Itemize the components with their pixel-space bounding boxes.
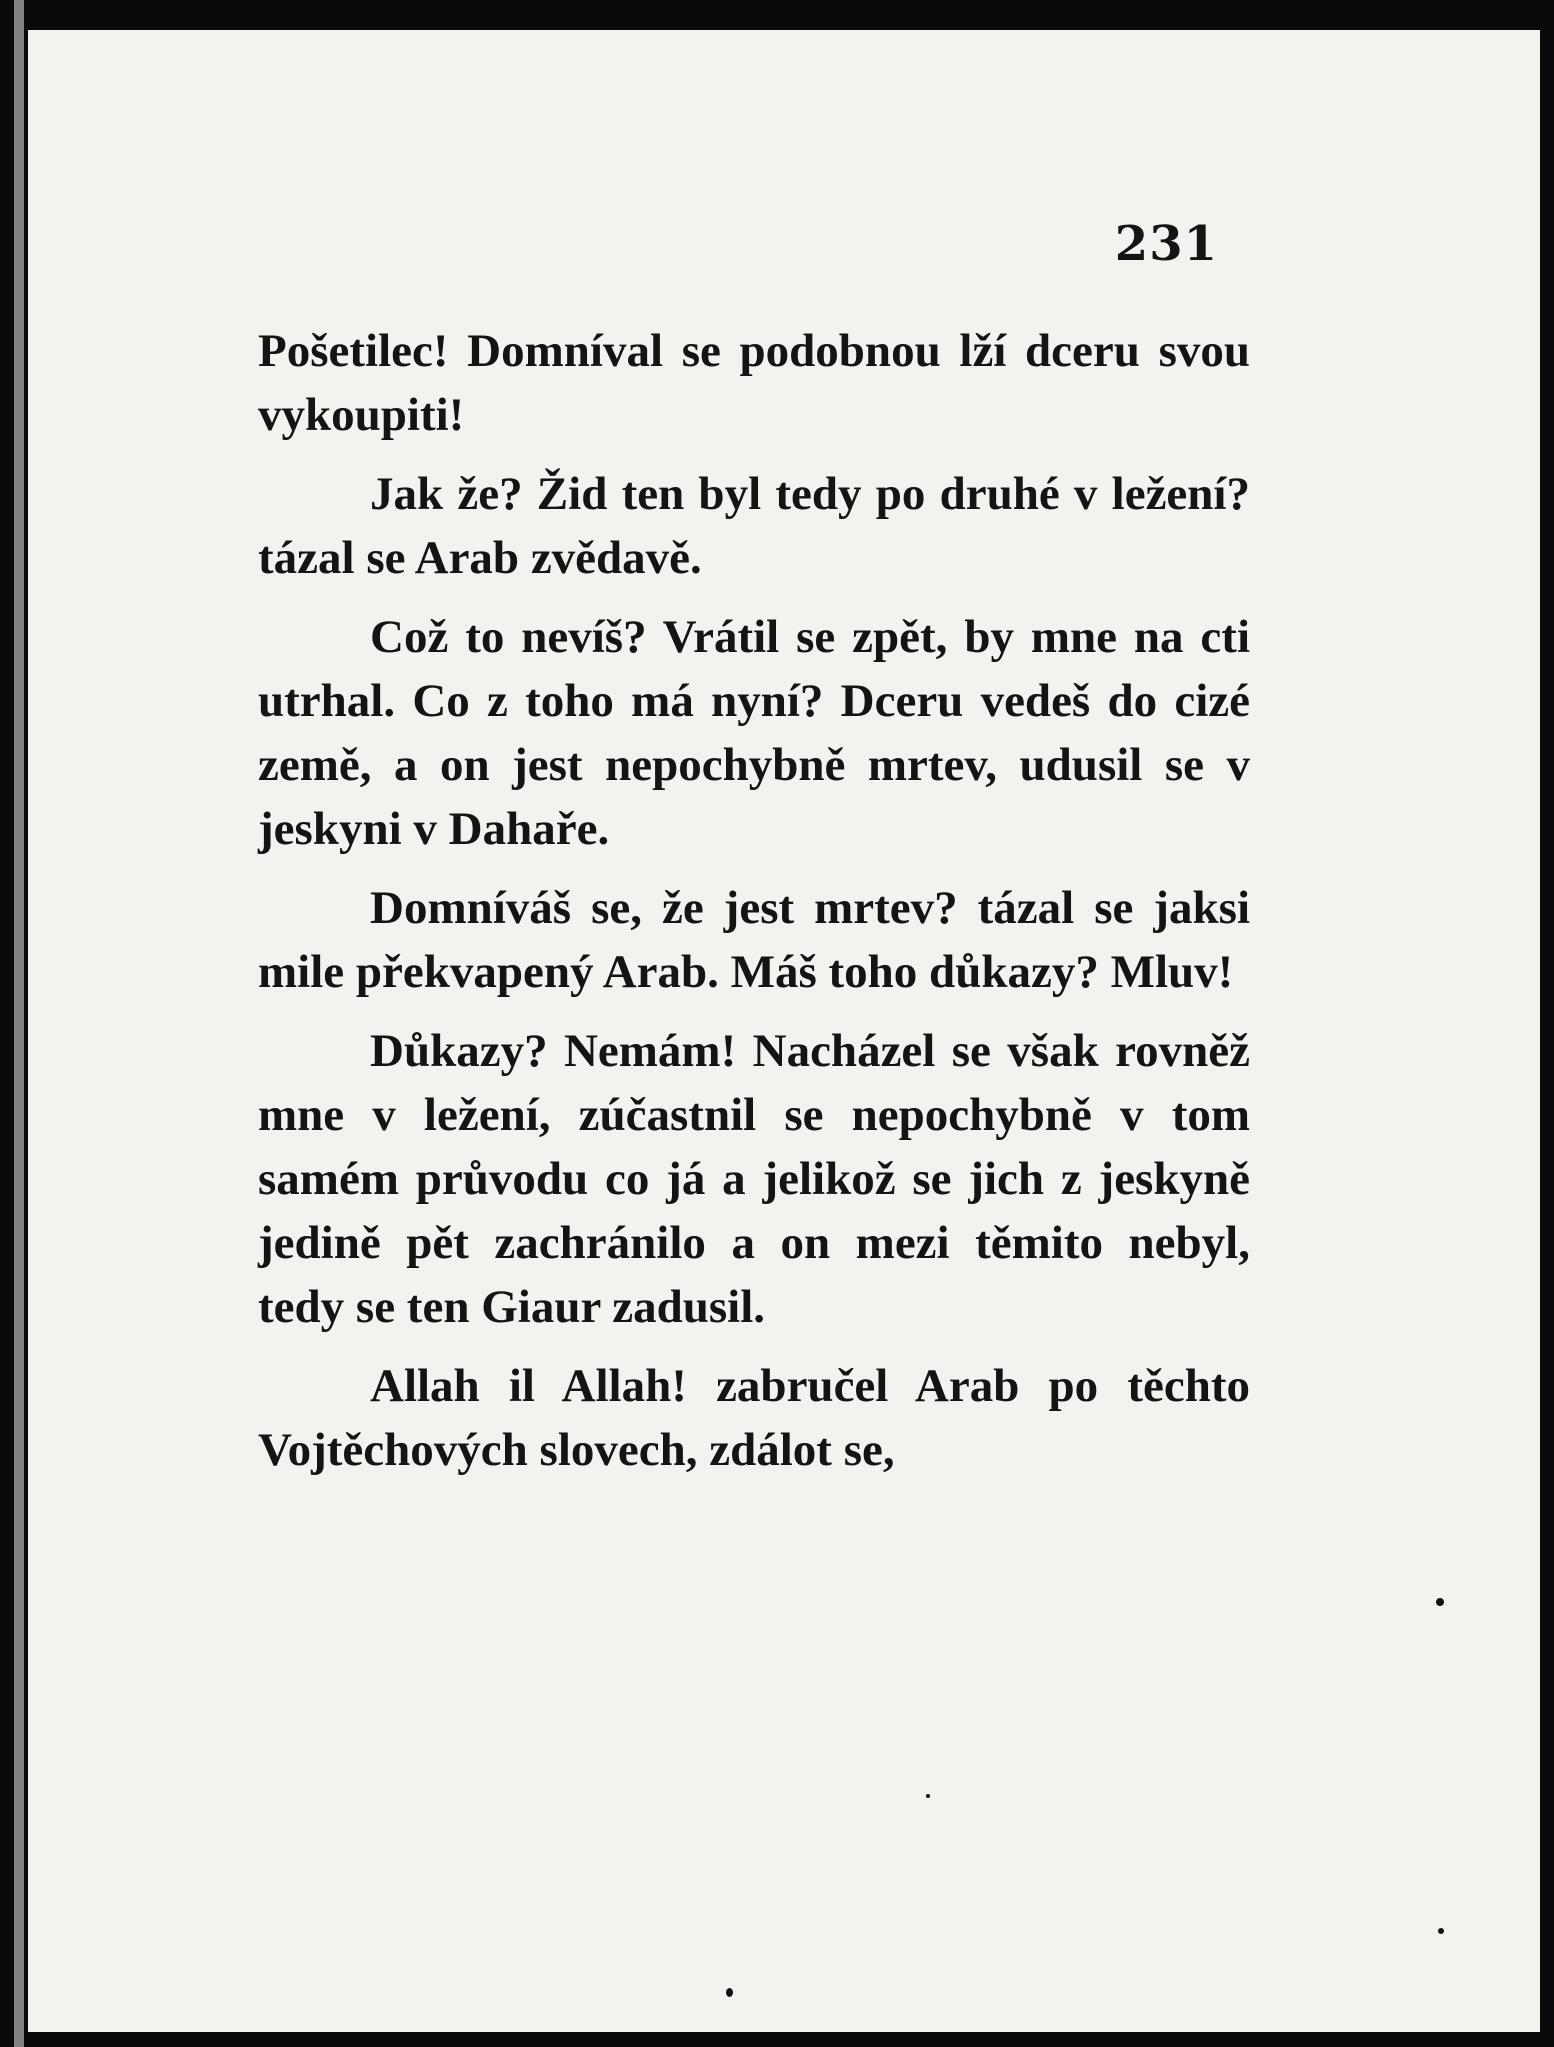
body-text xyxy=(258,319,1250,1497)
paragraph: Domníváš se, že jest mrtev? tázal se jaksi mile překvapený Arab. Máš toho důkazy? Mluv! xyxy=(258,882,1250,998)
paragraph: Což to nevíš? Vrátil se zpět, by mne na cti utrhal. Co z toho má nyní? Dceru vedeš do cizé země, a on jest nepochybně mrtev, udusil se v jeskyni v Dahaře. xyxy=(258,611,1250,855)
paragraph: Důkazy? Nemám! Nacházel se však rovněž mne v ležení, zúčastnil se nepochybně v tom samém průvodu co já a jelikož se jich z jeskyně jedině pět zachránilo a on mezi těmito nebyl, tedy se ten Giaur zadusil. xyxy=(258,1025,1250,1333)
paragraph: Pošetilec! Domníval se podobnou lží dceru svou vykoupiti! xyxy=(258,325,1250,441)
page-number: 231 xyxy=(1114,216,1218,272)
previous-page-edge xyxy=(14,0,24,2047)
book-page xyxy=(28,30,1540,2032)
scan-speck xyxy=(926,1794,930,1798)
paragraph: Allah il Allah! zabručel Arab po těchto Vojtěchových slovech, zdálot se, xyxy=(258,1360,1250,1476)
scan-speck xyxy=(1436,1598,1444,1606)
scan-speck xyxy=(1438,1928,1444,1934)
scan-speck xyxy=(726,1988,733,1997)
paragraph: Jak že? Žid ten byl tedy po druhé v ležení? tázal se Arab zvědavě. xyxy=(258,468,1250,584)
